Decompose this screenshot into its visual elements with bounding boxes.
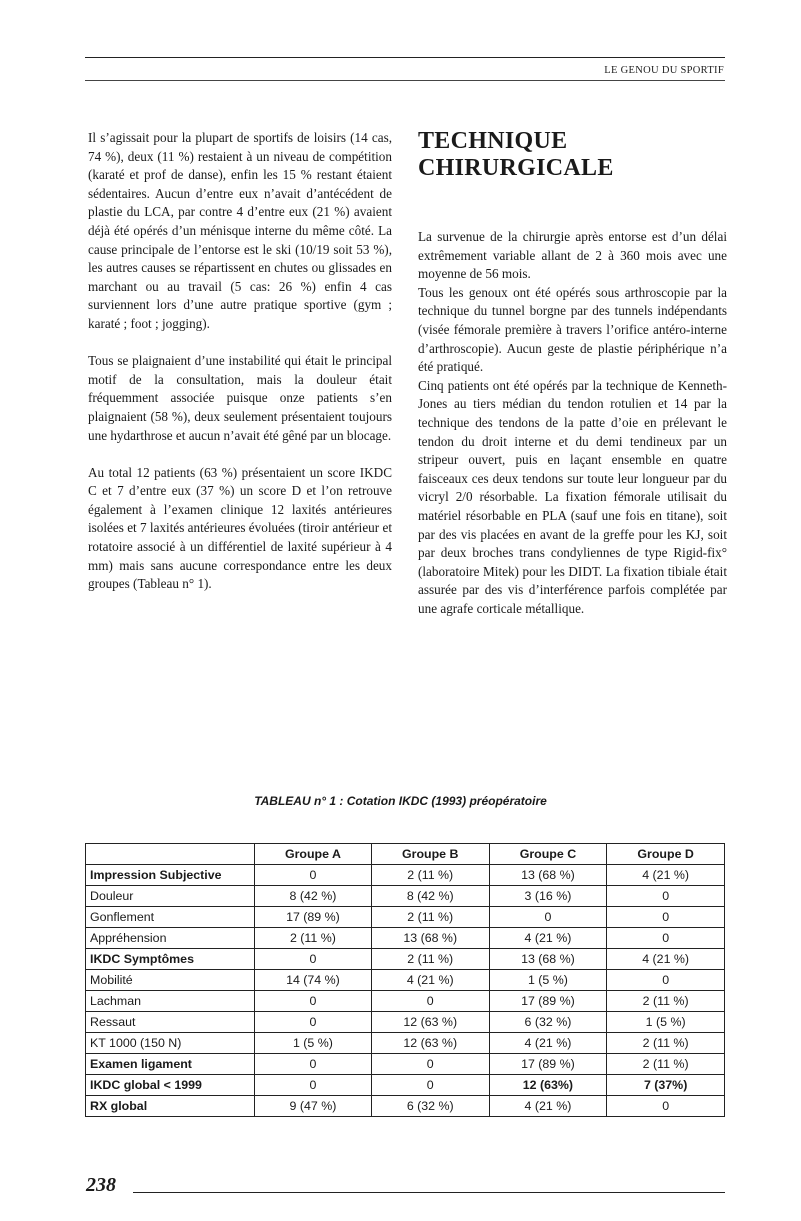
table-row-label: Impression Subjective: [86, 865, 255, 886]
table-cell: 0: [255, 949, 372, 970]
table-row-label: Douleur: [86, 886, 255, 907]
paragraph: Cinq patients ont été opérés par la technique de Kenneth-Jones au tiers médian du tendon rotulien et 14 par la technique des tendons de la patte d’oie en prélevant le tendon du droit interne et du demi tendineux par un stripeur ouvert, puis en laçant ensemble en quatre faisceaux ces deux tendons sur toute leur longueur par du vicryl 2/0 résorbable. La fixation fémorale utilisait du matériel résorbable en PLA (sauf une fois en titane), soit par des vis placées en avant de la greffe pour les KJ, soit par deux broches trans condyliennes de type Rigid-fix° (laboratoire Mitek) pour les DIDT. La fixation tibiale était assurée par des vis d’interférence parfois complétée par une agrafe corticale métallique.: [418, 377, 727, 616]
table-row-label: Gonflement: [86, 907, 255, 928]
table-cell: 1 (5 %): [255, 1033, 372, 1054]
table-row: [86, 907, 725, 928]
table-row: [86, 991, 725, 1012]
table-cell: 4 (21 %): [607, 949, 725, 970]
footer-rule: [133, 1192, 725, 1193]
table-header-cell: Groupe D: [607, 844, 725, 865]
table-cell: 13 (68 %): [489, 865, 607, 886]
table-row: [86, 1033, 725, 1054]
table-cell: 13 (68 %): [489, 949, 607, 970]
table-cell: 0: [489, 907, 607, 928]
table-row: [86, 886, 725, 907]
table-cell: 0: [255, 1054, 372, 1075]
table-row-label: Mobilité: [86, 970, 255, 991]
table-cell: 2 (11 %): [607, 1033, 725, 1054]
paragraph: Au total 12 patients (63 %) présentaient un score IKDC C et 7 d’entre eux (37 %) un score D et l’on retrouve également à l’examen clinique 12 laxités antérieures isolées et 7 laxités antérieures évoluées (tiroir antérieur et rotatoire associé à un différentiel de laxité supérieur à 4 mm) mais sans aucune correspondance entre les deux groupes (Tableau n° 1).: [88, 464, 392, 592]
table-row-label: RX global: [86, 1096, 255, 1117]
table-cell: 4 (21 %): [607, 865, 725, 886]
table-cell: 12 (63 %): [371, 1012, 489, 1033]
table-cell: 17 (89 %): [255, 907, 372, 928]
paragraph: Il s’agissait pour la plupart de sportifs de loisirs (14 cas, 74 %), deux (11 %) restaient à un niveau de compétition (karaté et prof de danse), enfin les 15 % restant étaient sédentaires. Aucun d’entre eux n’avait d’antécédent de plastie du LCA, par contre 4 d’entre eux (21 %) avaient déjà été opérés d’un ménisque interne du même côté. La cause principale de l’entorse est le ski (10/19 soit 53 %), les autres causes se répartissent en chutes ou glissades en marchant ou au travail (5 cas: 26 %) enfin 4 cas surviennent lors d’une autre pratique sportive (gym ; karaté ; foot ; jogging).: [88, 130, 392, 331]
table-caption: TABLEAU n° 1 : Cotation IKDC (1993) préopératoire: [254, 794, 547, 808]
table-cell: 8 (42 %): [255, 886, 372, 907]
table-row-label: Lachman: [86, 991, 255, 1012]
page-number: 238: [86, 1174, 116, 1196]
table-cell: 0: [255, 1012, 372, 1033]
table-cell: 4 (21 %): [489, 1033, 607, 1054]
table-row: [86, 1012, 725, 1033]
table-cell: 6 (32 %): [489, 1012, 607, 1033]
table-row-label: Ressaut: [86, 1012, 255, 1033]
right-column: [418, 128, 727, 618]
table-cell: 1 (5 %): [489, 970, 607, 991]
table-header-cell: Groupe A: [255, 844, 372, 865]
table-cell: 12 (63%): [489, 1075, 607, 1096]
table-cell: 2 (11 %): [371, 949, 489, 970]
table-cell: 0: [607, 907, 725, 928]
table-cell: 9 (47 %): [255, 1096, 372, 1117]
table-header-row: [86, 844, 725, 865]
table-cell: 2 (11 %): [255, 928, 372, 949]
table-cell: 2 (11 %): [607, 991, 725, 1012]
table-cell: 1 (5 %): [607, 1012, 725, 1033]
paragraph: La survenue de la chirurgie après entorse est d’un délai extrêmement variable allant de 2 à 360 mois avec une moyenne de 56 mois.: [418, 229, 727, 282]
table-row: [86, 865, 725, 886]
table-cell: 6 (32 %): [371, 1096, 489, 1117]
table-row: [86, 928, 725, 949]
table-cell: 4 (21 %): [489, 1096, 607, 1117]
table-cell: 0: [371, 1075, 489, 1096]
table-row-label: IKDC Symptômes: [86, 949, 255, 970]
table-cell: 4 (21 %): [371, 970, 489, 991]
table-cell: 0: [607, 928, 725, 949]
paragraph: Tous les genoux ont été opérés sous arthroscopie par la technique du tunnel borgne par des tunnels indépendants (visée fémorale première à travers l’orifice antéro-interne d’arthroscopie). Aucun geste de plastie périphérique n’a été pratiqué.: [418, 284, 727, 375]
table-header-cell: Groupe B: [371, 844, 489, 865]
section-title: [418, 128, 727, 182]
table-cell: 8 (42 %): [371, 886, 489, 907]
table-row-label: KT 1000 (150 N): [86, 1033, 255, 1054]
table-row: [86, 1075, 725, 1096]
table-row: [86, 1096, 725, 1117]
table-cell: 14 (74 %): [255, 970, 372, 991]
table-cell: 12 (63 %): [371, 1033, 489, 1054]
table-cell: 7 (37%): [607, 1075, 725, 1096]
table-cell: 17 (89 %): [489, 991, 607, 1012]
table-cell: 0: [607, 886, 725, 907]
section-title-line: CHIRURGICALE: [418, 155, 614, 181]
table-row: [86, 1054, 725, 1075]
section-title-line: TECHNIQUE: [418, 128, 568, 154]
table-cell: 0: [607, 1096, 725, 1117]
table-cell: 4 (21 %): [489, 928, 607, 949]
table-cell: 17 (89 %): [489, 1054, 607, 1075]
table-cell: 0: [255, 991, 372, 1012]
left-column: [88, 129, 392, 594]
header-rule: [85, 57, 725, 58]
table-row: [86, 949, 725, 970]
table-cell: 0: [255, 1075, 372, 1096]
table-cell: 2 (11 %): [371, 865, 489, 886]
table-cell: 13 (68 %): [371, 928, 489, 949]
table-cell: 0: [255, 865, 372, 886]
table-cell: 2 (11 %): [371, 907, 489, 928]
table-cell: 0: [371, 991, 489, 1012]
table-cell: 0: [371, 1054, 489, 1075]
table-cell: 2 (11 %): [607, 1054, 725, 1075]
table-header-cell: Groupe C: [489, 844, 607, 865]
table-cell: 0: [607, 970, 725, 991]
table-row-label: Examen ligament: [86, 1054, 255, 1075]
table-row-label: Appréhension: [86, 928, 255, 949]
paragraph: Tous se plaignaient d’une instabilité qui était le principal motif de la consultation, mais la douleur était fréquemment associée puisque onze patients s’en plaignaient (58 %), deux seulement présentaient toujours une hydarthrose et aucun n’avait été gêné par un blocage.: [88, 353, 392, 443]
ikdc-table: [85, 843, 725, 1117]
table-row-label: IKDC global < 1999: [86, 1075, 255, 1096]
table-row: [86, 970, 725, 991]
running-head: LE GENOU DU SPORTIF: [604, 65, 724, 76]
table-cell: 3 (16 %): [489, 886, 607, 907]
header-rule-lower: [85, 80, 725, 81]
table-header-cell: [86, 844, 255, 865]
